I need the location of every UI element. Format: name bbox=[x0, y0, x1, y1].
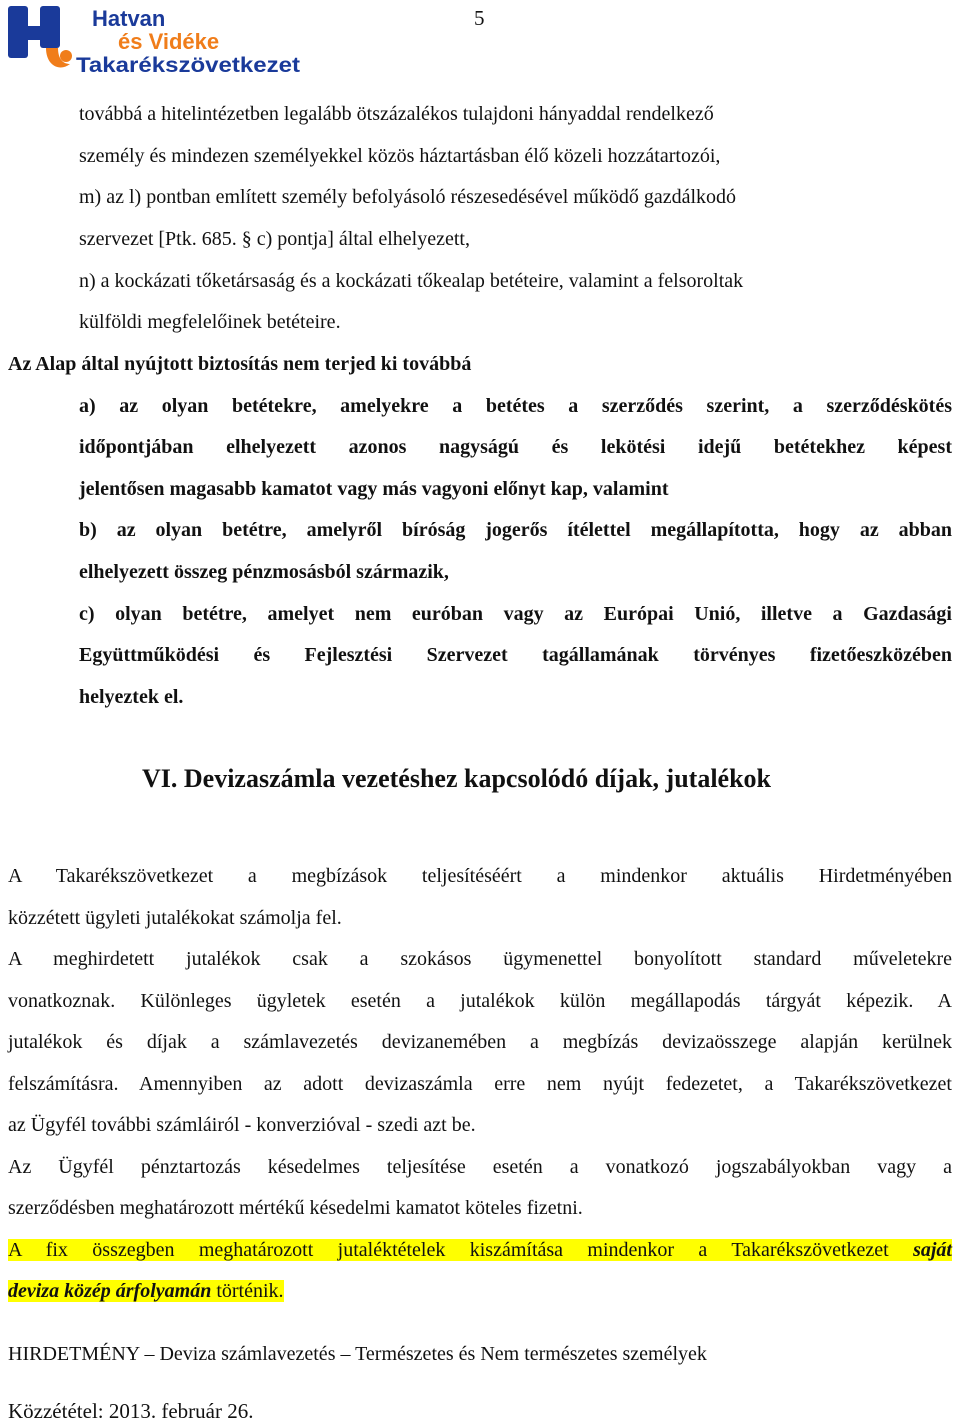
section-heading: VI. Devizaszámla vezetéshez kapcsolódó díjak, jutalékok bbox=[142, 764, 772, 793]
body-line-5: jutalékok és díjak a számlavezetés devizanemében a megbízás devizaösszege alapján kerülnek bbox=[8, 1031, 952, 1053]
body-line-8: Az Ügyfél pénztartozás késedelmes teljesítése esetén a vonatkozó jogszabályokban vagy a bbox=[8, 1156, 952, 1178]
body-line-2: közzétett ügyleti jutalékokat számolja fel. bbox=[8, 907, 342, 929]
body-line-9: szerződésben meghatározott mértékű késedelmi kamatot köteles fizetni. bbox=[8, 1197, 583, 1219]
hatvan-takarekszovetkezet-logo bbox=[6, 2, 306, 76]
intro-line-1: továbbá a hitelintézetben legalább ötszázalékos tulajdoni hányaddal rendelkező bbox=[79, 103, 714, 125]
highlight-text-normal-1: A fix összegben meghatározott jutaléktételek kiszámítása mindenkor a Takarékszövetkezet bbox=[8, 1239, 914, 1261]
exclusion-a-line-1: a) az olyan betétekre, amelyekre a betétes a szerződés szerint, a szerződéskötés bbox=[79, 395, 952, 417]
footer-title: HIRDETMÉNY – Deviza számlavezetés – Természetes és Nem természetes személyek bbox=[8, 1343, 707, 1365]
intro-line-5: n) a kockázati tőketársaság és a kockázati tőkealap betéteire, valamint a felsoroltak bbox=[79, 270, 744, 292]
body-line-1: A Takarékszövetkezet a megbízások teljesítéséért a mindenkor aktuális Hirdetményében bbox=[8, 865, 952, 887]
intro-line-4: szervezet [Ptk. 685. § c) pontja] által elhelyezett, bbox=[79, 228, 470, 250]
body-line-3: A meghirdetett jutalékok csak a szokásos ügymenettel bonyolított standard műveletekre bbox=[8, 948, 952, 970]
exclusion-c-line-2: Együttműködési és Fejlesztési Szervezet tagállamának törvényes fizetőeszközében bbox=[79, 644, 952, 666]
exclusion-intro: Az Alap által nyújtott biztosítás nem terjed ki továbbá bbox=[8, 353, 472, 375]
exclusion-a-line-2: időpontjában elhelyezett azonos nagyságú és lekötési idejű betétekhez képest bbox=[79, 436, 952, 458]
highlight-text-normal-2: történik. bbox=[211, 1280, 284, 1302]
logo-line2: és Vidéke bbox=[118, 29, 220, 54]
intro-line-2: személy és mindezen személyekkel közös háztartásban élő közeli hozzátartozói, bbox=[79, 145, 721, 167]
page-number: 5 bbox=[474, 6, 485, 30]
highlight-text-emph-1: saját bbox=[913, 1239, 952, 1261]
highlight-line-2 bbox=[8, 1278, 284, 1304]
logo-line1: Hatvan bbox=[92, 6, 166, 31]
exclusion-c-line-3: helyeztek el. bbox=[79, 686, 184, 708]
body-line-7: az Ügyfél további számláiról - konverzióval - szedi azt be. bbox=[8, 1114, 476, 1136]
body-line-6: felszámításra. Amennyiben az adott devizaszámla erre nem nyújt fedezetet, a Takarékszövetkezet bbox=[8, 1073, 952, 1095]
exclusion-b-line-1: b) az olyan betétre, amelyről bíróság jogerős ítélettel megállapította, hogy az abban bbox=[79, 519, 952, 541]
logo-line3: Takarékszövetkezet bbox=[76, 54, 300, 76]
intro-line-6: külföldi megfelelőinek betéteire. bbox=[79, 311, 341, 333]
body-line-4: vonatkoznak. Különleges ügyletek esetén a jutalékok külön megállapodás tárgyát képezik. A bbox=[8, 990, 952, 1012]
logo-mark bbox=[8, 6, 72, 67]
exclusion-b-line-2: elhelyezett összeg pénzmosásból származik, bbox=[79, 561, 449, 583]
intro-line-3: m) az l) pontban említett személy befolyásoló részesedésével működő gazdálkodó bbox=[79, 186, 737, 208]
highlight-line-1 bbox=[8, 1237, 952, 1263]
exclusion-c-line-1: c) olyan betétre, amelyet nem euróban vagy az Európai Unió, illetve a Gazdasági bbox=[79, 603, 952, 625]
footer-date: Közzététel: 2013. február 26. bbox=[8, 1399, 254, 1423]
highlight-text-emph-2: deviza közép árfolyamán bbox=[8, 1280, 212, 1302]
exclusion-a-line-3: jelentősen magasabb kamatot vagy más vagyoni előnyt kap, valamint bbox=[79, 478, 669, 500]
